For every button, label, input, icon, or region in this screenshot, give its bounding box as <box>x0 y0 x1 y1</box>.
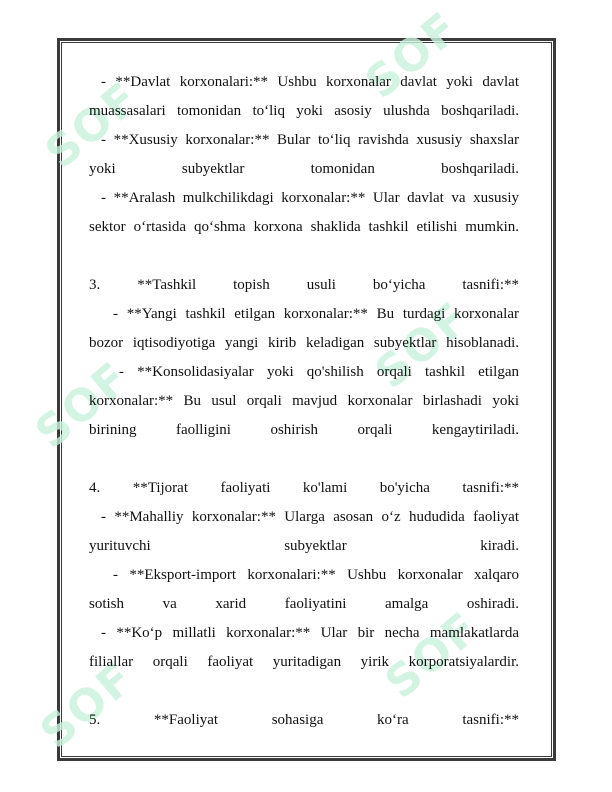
paragraph-line: sotish va xarid faoliyatini amalga oshiradi. <box>89 596 519 612</box>
paragraph-line: sektor o‘rtasida qo‘shma korxona shaklida tashkil etilishi mumkin. <box>89 219 519 235</box>
blank-line <box>89 677 519 706</box>
watermark-logo: SOF <box>355 2 470 109</box>
section-heading: 5. **Faoliyat sohasiga ko‘ra tasnifi:** <box>89 712 519 728</box>
paragraph-line: bozor iqtisodiyotiga yangi kirib keladigan subyektlar hisoblanadi. <box>89 335 519 351</box>
watermark-logo: SOF <box>365 292 480 399</box>
paragraph-line: - **Mahalliy korxonalar:** Ularga asosan o‘z hududida faoliyat <box>101 509 519 525</box>
paragraph-line: filiallar orqali faoliyat yuritadigan yirik korporatsiyalardir. <box>89 654 519 670</box>
paragraph-line: yoki subyektlar tomonidan boshqariladi. <box>89 161 519 177</box>
watermark-logo: SOF <box>35 72 150 179</box>
blank-line <box>89 445 519 474</box>
document-body <box>89 68 519 735</box>
section-heading: 4. **Tijorat faoliyati ko'lami bo'yicha tasnifi:** <box>89 480 519 496</box>
blank-line <box>89 242 519 271</box>
watermark-logo: SOF <box>30 652 145 759</box>
paragraph-line: muassasalari tomonidan to‘liq yoki asosiy ulushda boshqariladi. <box>89 103 519 119</box>
paragraph-line: birining faolligini oshirish orqali kengaytiriladi. <box>89 422 519 438</box>
paragraph-line: korxonalar:** Bu usul orqali mavjud korxonalar birlashadi yoki <box>89 393 519 409</box>
paragraph-line: - **Konsolidasiyalar yoki qo'shilish orqali tashkil etilgan <box>119 364 519 380</box>
paragraph-line: - **Davlat korxonalari:** Ushbu korxonalar davlat yoki davlat <box>101 74 519 90</box>
paragraph-line: - **Ko‘p millatli korxonalar:** Ular bir necha mamlakatlarda <box>101 625 519 641</box>
paragraph-line: - **Aralash mulkchilikdagi korxonalar:** Ular davlat va xususiy <box>101 190 519 206</box>
paragraph-line: - **Xususiy korxonalar:** Bular to‘liq ravishda xususiy shaxslar <box>101 132 519 148</box>
watermark-logo: SOF <box>25 352 140 459</box>
paragraph-line: - **Yangi tashkil etilgan korxonalar:** Bu turdagi korxonalar <box>113 306 519 322</box>
paragraph-line: yurituvchi subyektlar kiradi. <box>89 538 519 554</box>
paragraph-line: - **Eksport-import korxonalari:** Ushbu korxonalar xalqaro <box>113 567 519 583</box>
section-heading: 3. **Tashkil topish usuli bo‘yicha tasnifi:** <box>89 277 519 293</box>
watermark-logo: SOF <box>375 602 490 709</box>
